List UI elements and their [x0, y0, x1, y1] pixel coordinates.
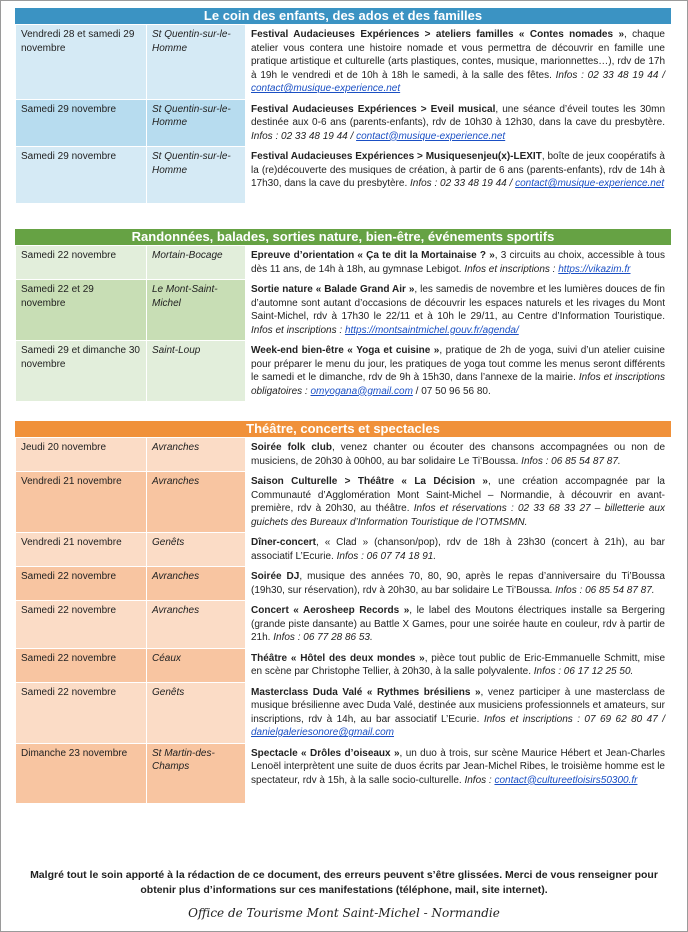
- table-row: [16, 99, 671, 147]
- table-row: [16, 147, 671, 204]
- event-date: Samedi 29 novembre: [16, 99, 147, 147]
- event-date: Samedi 29 novembre: [16, 147, 147, 204]
- event-title: Festival Audacieuses Expériences > ateliers familles « Contes nomades »: [251, 29, 625, 40]
- event-text: , « Clad » (chanson/pop), rdv de 18h à 23h30 (concert à 21h), au bar associatif L’Ecurie.: [251, 537, 665, 562]
- event-description: [246, 341, 671, 402]
- event-date: Samedi 22 et 29 novembre: [16, 280, 147, 341]
- table-row: [16, 341, 671, 402]
- table-row: [16, 743, 671, 803]
- event-title: Soirée DJ: [251, 571, 300, 582]
- events-table: [15, 24, 671, 204]
- event-info: Infos et inscriptions : 07 69 62 80 47 /: [483, 713, 665, 725]
- event-info: Infos : 06 77 28 86 53.: [273, 632, 373, 643]
- event-info: Infos :: [464, 774, 495, 786]
- event-text: , venez chanter ou écouter des chansons accompagnées ou non de musiciens, de 20h30 à 00h00, au bar solidaire Le Ti’Boussa.: [251, 442, 666, 467]
- event-title: Festival Audacieuses Expériences > Musiquesenjeu(x)-LEXIT: [251, 151, 542, 162]
- event-title: Sortie nature « Balade Grand Air »: [251, 284, 415, 295]
- event-text: , venez participer à une masterclass de musique brésilienne avec Duda Valé, destinée aux musiciens professionnels et amateurs, sur inscriptions, rdv à 14h, au bar associatif L’Ecurie.: [251, 686, 665, 725]
- event-text: , boîte de jeux coopératifs à la (re)découverte des musiques de création, à partir de 6 ans (parents-enfants), rdv de 14h à 17h30, dans la cave du presbytère.: [251, 151, 665, 189]
- event-title: Festival Audacieuses Expériences > Eveil musical: [251, 103, 496, 115]
- event-title: Masterclass Duda Valé « Rythmes brésiliens »: [251, 686, 481, 698]
- event-date: Dimanche 23 novembre: [16, 743, 147, 803]
- event-text: , 3 circuits au choix, accessible à tous dès 11 ans, de 14h à 18h, au gymnase Lebigot.: [251, 250, 665, 275]
- event-date: Samedi 29 et dimanche 30 novembre: [16, 341, 147, 402]
- event-info: Infos et réservations : 02 33 68 33 27 – billetterie aux guichets des Bureaux d’Information Touristique de l’OTMSMN.: [251, 503, 665, 528]
- event-text: , le label des Moutons électriques installe sa Bergering (grande piste dansante) au Battle X Games, pour une soirée haute en couleur, rdv à partir de 21h.: [251, 605, 665, 643]
- event-info: Infos : 02 33 48 19 44 /: [251, 130, 357, 142]
- table-row: [16, 438, 671, 472]
- event-date: Vendredi 21 novembre: [16, 533, 147, 567]
- event-info: Infos et inscriptions obligatoires :: [251, 372, 665, 397]
- event-info: Infos : 02 33 48 19 44 /: [410, 178, 516, 189]
- event-date: Vendredi 28 et samedi 29 novembre: [16, 25, 147, 100]
- event-title: Dîner-concert: [251, 537, 317, 548]
- table-row: [16, 533, 671, 567]
- event-description: [246, 682, 671, 743]
- event-text: , un duo à trois, sur scène Maurice Hébert et Jean-Charles Lenoël interprètent une suite de duos écrits par Jean-Michel Ribes, le troisième homme est le spectateur, rdv à 15h, à la salle socio-culturelle.: [251, 747, 665, 786]
- event-place: Mortain-Bocage: [147, 246, 246, 280]
- event-link[interactable]: contact@cultureetloisirs50300.fr: [494, 774, 638, 786]
- table-row: [16, 280, 671, 341]
- event-link[interactable]: omyogana@gmail.com: [310, 385, 413, 397]
- event-place: Avranches: [147, 438, 246, 472]
- event-description: [246, 743, 671, 803]
- event-title: Concert « Aerosheep Records »: [251, 605, 410, 616]
- section-outdoor: [15, 229, 671, 402]
- table-row: [16, 25, 671, 100]
- event-title: Spectacle « Drôles d’oiseaux »: [251, 747, 400, 759]
- event-info: Infos et inscriptions :: [464, 263, 559, 275]
- event-link[interactable]: contact@musique-experience.net: [356, 130, 506, 142]
- event-place: Avranches: [147, 567, 246, 601]
- event-info: Infos : 06 07 74 18 91.: [336, 550, 437, 562]
- event-info: Infos : 06 17 12 25 50.: [533, 666, 634, 677]
- event-date: Samedi 22 novembre: [16, 246, 147, 280]
- event-description: [246, 601, 671, 649]
- event-link[interactable]: contact@musique-experience.net: [251, 83, 401, 94]
- event-date: Samedi 22 novembre: [16, 682, 147, 743]
- event-date: Samedi 22 novembre: [16, 567, 147, 601]
- event-title: Saison Culturelle > Théâtre « La Décision »: [251, 476, 488, 487]
- event-place: Céaux: [147, 648, 246, 682]
- table-row: [16, 601, 671, 649]
- event-description: [246, 533, 671, 567]
- event-date: Jeudi 20 novembre: [16, 438, 147, 472]
- event-text: , une création accompagnée par la Communauté d’Agglomération Mont Saint-Michel – Normandie, à découvrir en avant-première, rdv à 20h30, au théâtre.: [251, 476, 665, 514]
- event-text: , les samedis de novembre et les lumières douces de fin d’automne sont autant d’occasions de découvrir les espaces naturels et les rivages du Mont Saint-Michel, rdv à 17h30 le 22/11 et à 10h le 29/11, au Centre d’Information Touristique.: [251, 284, 665, 322]
- event-place: St Quentin-sur-le-Homme: [147, 147, 246, 204]
- event-place: Avranches: [147, 601, 246, 649]
- event-description: [246, 25, 671, 100]
- event-title: Soirée folk club: [251, 442, 332, 453]
- event-place: St Martin-des-Champs: [147, 743, 246, 803]
- event-text: , pièce tout public de Eric-Emmanuelle Schmitt, mise en scène par Christophe Tellier, à 20h30, à la salle polyvalente.: [251, 652, 666, 677]
- event-text: , musique des années 70, 80, 90, après le repas d’anniversaire du Ti’Boussa (19h30, sur réservation), rdv à 20h30, au bar solidaire Le Ti’Boussa.: [251, 571, 665, 596]
- event-description: [246, 472, 671, 533]
- section-shows: [15, 421, 671, 804]
- event-date: Samedi 22 novembre: [16, 601, 147, 649]
- event-date: Vendredi 21 novembre: [16, 472, 147, 533]
- event-info: Infos : 06 85 54 87 87.: [521, 455, 621, 467]
- events-table: [15, 437, 671, 804]
- event-title: Epreuve d’orientation « Ça te dit la Mortainaise ? »: [251, 250, 495, 261]
- event-description: [246, 567, 671, 601]
- event-title: Week-end bien-être « Yoga et cuisine »: [251, 345, 440, 356]
- event-description: [246, 246, 671, 280]
- event-text: , pratique de 2h de yoga, suivi d’un atelier cuisine pour préparer le menu du jour, les pratiques de yoga tout comme les menus seront différents le samedi et le dimanche, rdv de 9h à 15h30, dans l’annexe de la mairie.: [251, 345, 665, 383]
- event-link[interactable]: https://montsaintmichel.gouv.fr/agenda/: [344, 324, 519, 336]
- event-place: Genêts: [147, 533, 246, 567]
- event-text: , une séance d’éveil toutes les 30mn destinée aux 0-6 ans (parents-enfants), rdv de 10h30 à 12h30, dans la cave du presbytère.: [251, 103, 666, 128]
- event-place: Genêts: [147, 682, 246, 743]
- table-row: [16, 472, 671, 533]
- table-row: [16, 567, 671, 601]
- section-title: Randonnées, balades, sorties nature, bien-être, événements sportifs: [15, 229, 671, 245]
- event-link[interactable]: danielgaleriesonore@gmail.com: [251, 727, 395, 738]
- event-place: Le Mont-Saint-Michel: [147, 280, 246, 341]
- event-place: Avranches: [147, 472, 246, 533]
- event-date: Samedi 22 novembre: [16, 648, 147, 682]
- event-link[interactable]: contact@musique-experience.net: [515, 178, 665, 189]
- event-description: [246, 648, 671, 682]
- table-row: [16, 648, 671, 682]
- event-description: [246, 99, 671, 147]
- event-description: [246, 438, 671, 472]
- table-row: [16, 246, 671, 280]
- disclaimer: Malgré tout le soin apporté à la rédaction de ce document, des erreurs peuvent s’être glissées. Merci de vous renseigner pour obtenir plus d’informations sur ces manifestations (téléphone, mail, site internet).: [30, 869, 658, 896]
- events-table: [15, 245, 671, 402]
- event-link[interactable]: https://vikazim.fr: [558, 263, 631, 275]
- event-description: [246, 280, 671, 341]
- event-info: Infos : 02 33 48 19 44 /: [555, 69, 665, 81]
- event-tail: / 07 50 96 56 80.: [412, 385, 491, 397]
- event-place: Saint-Loup: [147, 341, 246, 402]
- event-info: Infos et inscriptions :: [251, 324, 345, 336]
- event-info: Infos : 06 85 54 87 87.: [555, 584, 655, 596]
- section-title: Le coin des enfants, des ados et des familles: [15, 8, 671, 24]
- event-text: , chaque atelier vous contera une histoire nomade et vous permettra de découvrir en famille une pratique artistique et culturelle (arts plastiques, contes, musique, marionnettes…), rdv de 17h à 19h le vendredi et de 10h à 18h le samedi, à la salle des fêtes.: [251, 29, 665, 81]
- event-place: St Quentin-sur-le-Homme: [147, 25, 246, 100]
- event-place: St Quentin-sur-le-Homme: [147, 99, 246, 147]
- table-row: [16, 682, 671, 743]
- event-description: [246, 147, 671, 204]
- section-families: [15, 8, 671, 204]
- event-title: Théâtre « Hôtel des deux mondes »: [251, 652, 425, 664]
- section-title: Théâtre, concerts et spectacles: [15, 421, 671, 437]
- signature: Office de Tourisme Mont Saint-Michel - Normandie: [188, 906, 500, 920]
